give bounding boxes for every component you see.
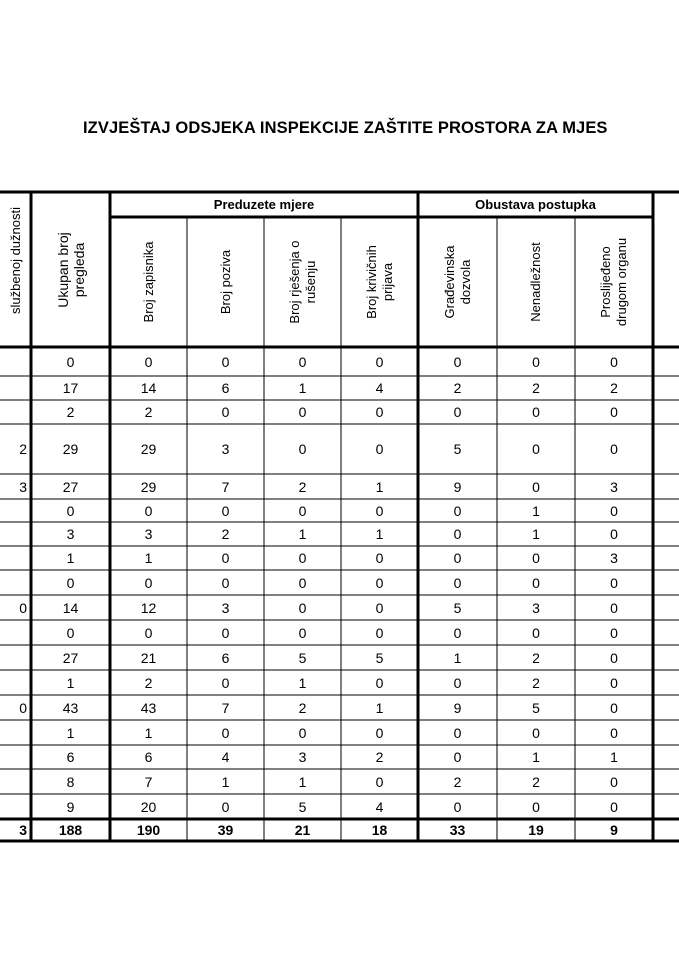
table-cell-e: 1 — [298, 380, 307, 396]
table-cell-e: 0 — [298, 441, 307, 457]
table-cell-h: 2 — [532, 649, 540, 666]
table-cell-f: 0 — [375, 624, 384, 641]
table-cell-f: 0 — [375, 574, 384, 591]
table-cell-i: 0 — [610, 599, 618, 616]
table-cell-b: 3 — [66, 526, 75, 542]
table-cell-e: 0 — [298, 550, 307, 566]
table-cell-i: 0 — [610, 502, 618, 519]
table-cell-b: 6 — [66, 749, 75, 765]
table-cell-c: 7 — [144, 773, 153, 790]
table-cell-a — [0, 769, 27, 794]
total-cell-i: 9 — [610, 822, 618, 838]
total-cell-e: 21 — [294, 822, 311, 838]
table-cell-h: 1 — [532, 749, 540, 765]
table-cell-g: 2 — [453, 380, 462, 396]
table-cell-c: 21 — [140, 649, 157, 666]
table-cell-h: 2 — [532, 674, 540, 691]
table-cell-a: 2 — [19, 441, 27, 457]
table-cell-d: 0 — [221, 502, 230, 519]
table-cell-b: 2 — [66, 404, 75, 420]
table-cell-f: 4 — [375, 798, 384, 815]
table-cell-a — [0, 645, 27, 670]
total-cell-d: 39 — [217, 822, 234, 838]
table-cell-i: 0 — [610, 699, 618, 716]
table-cell-c: 3 — [144, 526, 153, 542]
table-cell-d: 0 — [221, 724, 230, 741]
table-cell-d: 1 — [221, 773, 230, 790]
table-cell-h: 0 — [532, 478, 540, 495]
total-cell-g: 33 — [449, 822, 466, 838]
table-cell-b: 43 — [62, 699, 79, 716]
table-cell-h: 0 — [532, 441, 540, 457]
table-cell-i: 0 — [610, 773, 618, 790]
table-cell-c: 1 — [144, 550, 153, 566]
table-cell-b: 0 — [66, 353, 75, 370]
table-cell-e: 5 — [298, 798, 307, 815]
table-cell-e: 1 — [298, 526, 307, 542]
table-cell-f: 0 — [375, 550, 384, 566]
table-cell-f: 4 — [375, 380, 384, 396]
table-cell-d: 6 — [221, 649, 230, 666]
table-cell-c: 0 — [144, 624, 153, 641]
table-cell-g: 9 — [453, 478, 462, 495]
col-header-proslijedeno-drugom-organu: Proslijeđeno drugom organu — [598, 237, 629, 327]
group-header-obustava-postupka: Obustava postupka — [475, 197, 596, 212]
table-cell-c: 2 — [144, 674, 153, 691]
table-cell-c: 2 — [144, 404, 153, 420]
table-cell-b: 1 — [66, 724, 75, 741]
table-cell-c: 12 — [140, 599, 157, 616]
table-cell-b: 0 — [66, 624, 75, 641]
col-header-nenadleznost: Nenadležnost — [528, 242, 543, 322]
table-cell-e: 0 — [298, 502, 307, 519]
table-cell-c: 1 — [144, 724, 153, 741]
table-cell-h: 5 — [532, 699, 540, 716]
table-cell-h: 0 — [532, 724, 540, 741]
table-cell-a: 3 — [19, 478, 27, 495]
table-cell-b: 8 — [66, 773, 75, 790]
table-cell-h: 0 — [532, 574, 540, 591]
table-cell-a — [0, 620, 27, 645]
table-cell-d: 0 — [221, 550, 230, 566]
table-cell-c: 43 — [140, 699, 157, 716]
table-cell-g: 2 — [453, 773, 462, 790]
table-cell-d: 0 — [221, 624, 230, 641]
table-cell-g: 0 — [453, 798, 462, 815]
table-cell-e: 2 — [298, 478, 307, 495]
table-cell-b: 29 — [62, 441, 79, 457]
table-cell-a — [0, 347, 27, 376]
table-cell-g: 5 — [453, 599, 462, 616]
table-cell-f: 2 — [375, 749, 384, 765]
table-cell-c: 0 — [144, 502, 153, 519]
table-cell-i: 0 — [610, 724, 618, 741]
table-cell-e: 0 — [298, 624, 307, 641]
table-cell-g: 1 — [453, 649, 462, 666]
table-cell-f: 0 — [375, 441, 384, 457]
table-cell-f: 0 — [375, 353, 384, 370]
table-cell-e: 0 — [298, 574, 307, 591]
table-cell-i: 0 — [610, 526, 618, 542]
table-cell-b: 27 — [62, 478, 79, 495]
table-cell-d: 7 — [221, 699, 230, 716]
col-header-broj-rjesenja-o-rusenju: Broj rješenja o rušenju — [286, 240, 318, 324]
table-cell-i: 0 — [610, 353, 618, 370]
total-cell-a: 3 — [19, 822, 27, 838]
table-cell-f: 1 — [375, 699, 384, 716]
table-cell-c: 29 — [140, 478, 157, 495]
table-cell-a — [0, 522, 27, 546]
table-cell-g: 0 — [453, 624, 462, 641]
total-cell-h: 19 — [528, 822, 544, 838]
table-cell-c: 6 — [144, 749, 153, 765]
table-cell-f: 0 — [375, 674, 384, 691]
table-cell-b: 0 — [66, 574, 75, 591]
table-cell-a — [0, 720, 27, 745]
table-cell-i: 1 — [610, 749, 618, 765]
table-cell-h: 2 — [532, 380, 540, 396]
table-cell-d: 0 — [221, 674, 230, 691]
table-cell-a — [0, 376, 27, 400]
table-cell-a — [0, 546, 27, 570]
table-cell-d: 3 — [221, 441, 230, 457]
table-cell-d: 0 — [221, 798, 230, 815]
table-cell-f: 5 — [375, 649, 384, 666]
table-cell-i: 0 — [610, 798, 618, 815]
table-cell-a — [0, 794, 27, 819]
table-cell-h: 3 — [532, 599, 540, 616]
table-cell-i: 0 — [610, 404, 618, 420]
table-cell-h: 0 — [532, 550, 540, 566]
table-cell-e: 0 — [298, 599, 307, 616]
group-header-preduzete-mjere: Preduzete mjere — [213, 197, 315, 212]
table-cell-e: 5 — [298, 649, 307, 666]
table-cell-a: 0 — [19, 599, 27, 616]
table-cell-a — [0, 570, 27, 595]
table-cell-d: 6 — [221, 380, 230, 396]
table-cell-f: 0 — [375, 599, 384, 616]
table-cell-a — [0, 400, 27, 424]
table-cell-g: 0 — [453, 404, 462, 420]
col-header-broj-krivicnih-prijava: Broj krivičnih prijava — [363, 245, 395, 319]
table-cell-g: 0 — [453, 353, 462, 370]
col-header-broj-zapisnika: Broj zapisnika — [140, 241, 156, 323]
table-cell-b: 9 — [66, 798, 75, 815]
total-cell-c: 190 — [136, 822, 161, 838]
table-cell-d: 3 — [221, 599, 230, 616]
table-cell-g: 0 — [453, 550, 462, 566]
table-cell-f: 1 — [375, 478, 384, 495]
table-cell-i: 0 — [610, 649, 618, 666]
report-title: IZVJEŠTAJ ODSJEKA INSPEKCIJE ZAŠTITE PROSTORA ZA MJES — [83, 119, 608, 137]
table-cell-h: 2 — [532, 773, 540, 790]
col-header-broj-poziva: Broj poziva — [217, 249, 233, 315]
table-cell-d: 0 — [221, 574, 230, 591]
table-cell-i: 0 — [610, 441, 618, 457]
table-cell-a: 0 — [19, 699, 27, 716]
table-cell-d: 0 — [221, 353, 230, 370]
total-cell-b: 188 — [58, 822, 83, 838]
total-cell-f: 18 — [371, 822, 388, 838]
table-cell-f: 0 — [375, 773, 384, 790]
table-cell-i: 0 — [610, 674, 618, 691]
table-cell-b: 27 — [62, 649, 79, 666]
table-cell-g: 0 — [453, 526, 462, 542]
table-cell-b: 1 — [66, 550, 75, 566]
col-header-sluzbenoj-duznosti: službenoj dužnosti — [7, 206, 23, 314]
table-cell-c: 14 — [140, 380, 157, 396]
table-cell-g: 0 — [453, 724, 462, 741]
table-cell-g: 0 — [453, 502, 462, 519]
table-cell-g: 0 — [453, 674, 462, 691]
table-cell-b: 14 — [62, 599, 79, 616]
table-cell-c: 20 — [140, 798, 157, 815]
table-cell-e: 3 — [298, 749, 307, 765]
table-cell-e: 0 — [298, 724, 307, 741]
table-cell-h: 0 — [532, 353, 540, 370]
table-cell-c: 0 — [144, 574, 153, 591]
table-cell-a — [0, 745, 27, 769]
table-cell-e: 0 — [298, 353, 307, 370]
table-cell-g: 0 — [453, 574, 462, 591]
table-cell-b: 1 — [66, 674, 75, 691]
col-header-gradjevinska-dozvola: Građevinska dozvola — [441, 245, 473, 319]
table-cell-i: 0 — [610, 624, 618, 641]
table-cell-d: 2 — [221, 526, 230, 542]
table-cell-f: 0 — [375, 404, 384, 420]
table-cell-i: 2 — [610, 380, 618, 396]
table-cell-h: 1 — [532, 526, 540, 542]
table-cell-g: 9 — [453, 699, 462, 716]
table-cell-e: 1 — [298, 773, 307, 790]
table-cell-d: 4 — [221, 749, 230, 765]
table-cell-h: 1 — [532, 502, 540, 519]
table-cell-c: 29 — [140, 441, 157, 457]
table-cell-e: 2 — [298, 699, 307, 716]
table-cell-d: 0 — [221, 404, 230, 420]
table-cell-f: 0 — [375, 724, 384, 741]
table-cell-f: 1 — [375, 526, 384, 542]
table-cell-f: 0 — [375, 502, 384, 519]
table-cell-b: 0 — [66, 502, 75, 519]
table-cell-c: 0 — [144, 353, 153, 370]
table-cell-a — [0, 670, 27, 695]
table-cell-g: 0 — [453, 749, 462, 765]
table-cell-e: 0 — [298, 404, 307, 420]
table-cell-i: 3 — [610, 550, 618, 566]
col-header-ukupan-broj-pregleda: Ukupan broj pregleda — [54, 231, 87, 308]
table-cell-a — [0, 499, 27, 522]
table-cell-g: 5 — [453, 441, 462, 457]
table-cell-e: 1 — [298, 674, 307, 691]
table-cell-i: 0 — [610, 574, 618, 591]
table-cell-h: 0 — [532, 404, 540, 420]
table-cell-i: 3 — [610, 478, 618, 495]
table-cell-h: 0 — [532, 624, 540, 641]
table-cell-b: 17 — [62, 380, 79, 396]
table-cell-h: 0 — [532, 798, 540, 815]
table-cell-d: 7 — [221, 478, 230, 495]
